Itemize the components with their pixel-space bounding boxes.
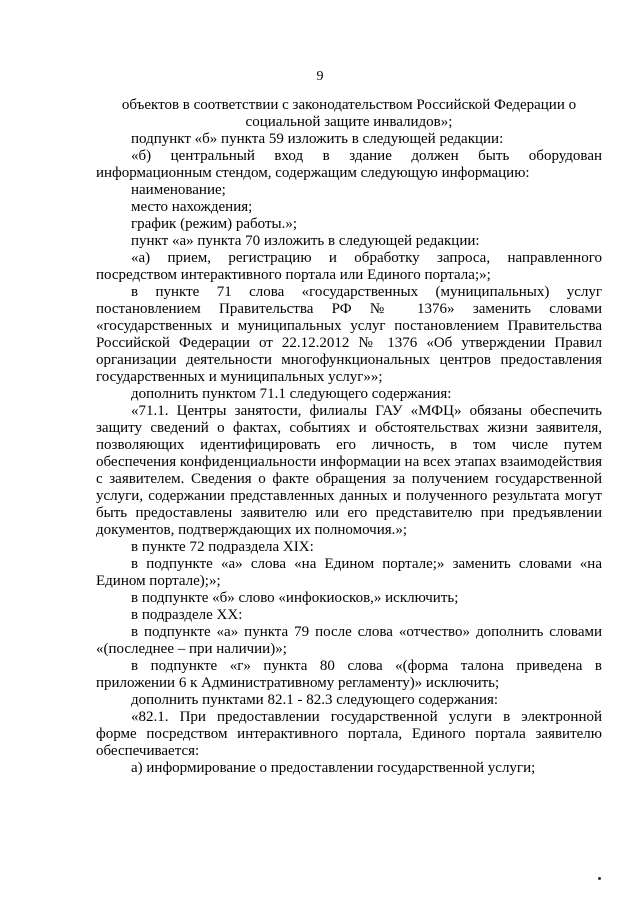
paragraph-14: в подпункте «б» слово «инфокиосков,» исключить; (131, 590, 459, 606)
document-body (96, 97, 602, 777)
paragraph-7: пункт «а» пункта 70 изложить в следующей редакции: (131, 233, 480, 249)
paragraph-10: дополнить пунктом 71.1 следующего содержания: (131, 386, 452, 402)
paragraph-17: в подпункте «г» пункта 80 слова «(форма талона приведена в приложении 6 к Административному регламенту)» исключить; (96, 658, 602, 691)
page-number: 9 (316, 69, 324, 84)
paragraph-20: а) информирование о предоставлении государственной услуги; (131, 760, 536, 776)
paragraph-16: в подпункте «а» пункта 79 после слова «отчество» дополнить словами «(последнее – при наличии)»; (96, 624, 602, 657)
paragraph-8: «а) прием, регистрацию и обработку запроса, направленного посредством интерактивного портала или Единого портала;»; (96, 250, 602, 283)
paragraph-4: наименование; (131, 182, 226, 198)
paragraph-12: в пункте 72 подраздела XIX: (131, 539, 314, 555)
paragraph-3: «б) центральный вход в здание должен быть оборудован информационным стендом, содержащим следующую информацию: (96, 148, 602, 181)
paragraph-11: «71.1. Центры занятости, филиалы ГАУ «МФЦ» обязаны обеспечить защиту сведений о фактах, событиях и обстоятельствах жизни заявителя, позволяющих идентифицировать его личность, в том числе путем обеспечения конфиденциальности информации на всех этапах взаимодействия с заявителем. Сведения о факте обращения за получением государственной услуги, содержании представленных данных и полученного результата могут быть предоставлены заявителю или его представителю при предъявлении документов, подтверждающих их полномочия.»; (96, 403, 602, 538)
paragraph-1: объектов в соответствии с законодательством Российской Федерации о социальной защите инвалидов»; (121, 97, 577, 130)
paragraph-5: место нахождения; (131, 199, 253, 215)
paragraph-13: в подпункте «а» слова «на Едином портале;» заменить словами «на Едином портале);»; (96, 556, 602, 589)
paragraph-6: график (режим) работы.»; (131, 216, 298, 232)
paragraph-19: «82.1. При предоставлении государственной услуги в электронной форме посредством интерактивного портала, Единого портала заявителю обеспечивается: (96, 709, 602, 759)
paragraph-15: в подразделе XX: (131, 607, 243, 623)
paragraph-18: дополнить пунктами 82.1 - 82.3 следующего содержания: (131, 692, 499, 708)
paragraph-2: подпункт «б» пункта 59 изложить в следующей редакции: (131, 131, 504, 147)
scan-dot-mark (598, 877, 601, 880)
paragraph-9: в пункте 71 слова «государственных (муниципальных) услуг постановлением Правительства РФ № 1376» заменить словами «государственных и муниципальных услуг постановлением Правительства Российской Федерации от 22.12.2012 № 1376 «Об утверждении Правил организации деятельности многофункциональных центров предоставления государственных и муниципальных услуг»»; (96, 284, 602, 385)
